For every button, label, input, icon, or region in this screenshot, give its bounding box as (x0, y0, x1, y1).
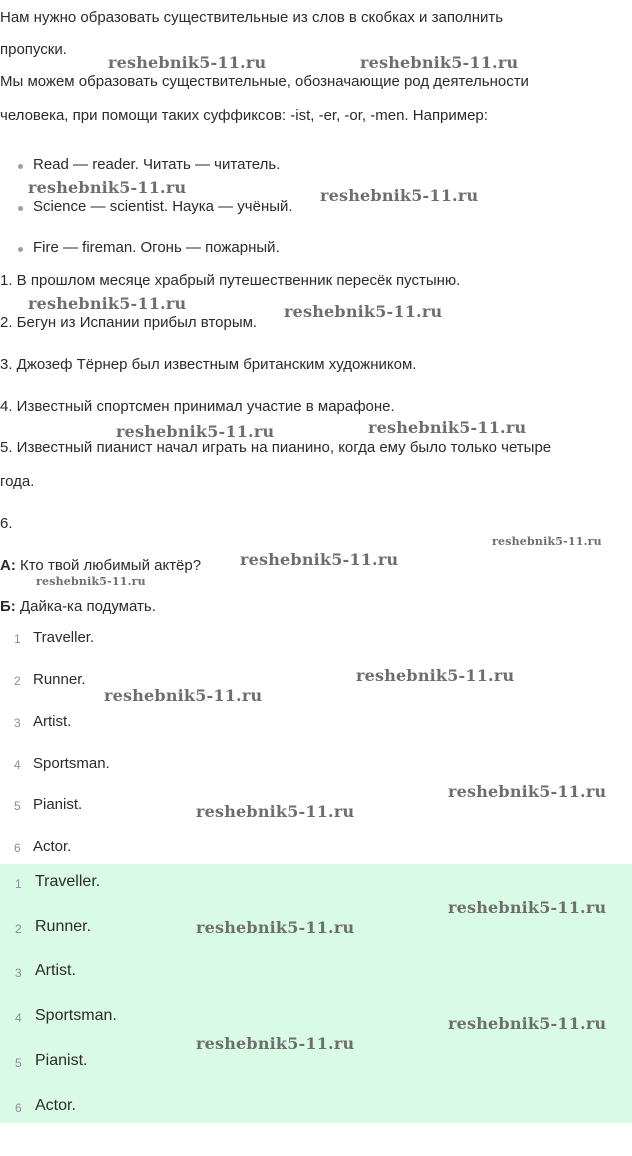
answer-number: 4 (15, 1011, 22, 1025)
answer-text: Actor. (33, 838, 72, 855)
watermark: reshebnik5-11.ru (320, 186, 479, 205)
watermark: reshebnik5-11.ru (36, 575, 146, 588)
answer-text: Artist. (35, 962, 76, 979)
answer-text: Pianist. (35, 1052, 88, 1069)
answer-text: Actor. (35, 1097, 76, 1114)
answer-number: 1 (14, 632, 21, 646)
bullet-dot-icon (18, 206, 23, 211)
translation-1: 1. В прошлом месяце храбрый путешественник пересёк пустыню. (0, 272, 461, 289)
bullet-dot-icon (18, 164, 23, 169)
answer-number: 5 (15, 1056, 22, 1070)
answer-number: 5 (14, 799, 21, 813)
intro-line-1: Нам нужно образовать существительные из слов в скобках и заполнить (0, 9, 504, 26)
translation-5b: года. (0, 473, 35, 490)
watermark: reshebnik5-11.ru (116, 422, 275, 441)
watermark: reshebnik5-11.ru (28, 294, 187, 313)
example-text: Fire — fireman. Огонь — пожарный. (33, 239, 280, 256)
watermark: reshebnik5-11.ru (104, 686, 263, 705)
dialog-text-b: Дайка-ка подумать. (15, 598, 156, 615)
dialog-speaker-a: А: (0, 557, 16, 574)
watermark: reshebnik5-11.ru (492, 535, 602, 548)
answer-number: 3 (14, 716, 21, 730)
watermark: reshebnik5-11.ru (196, 1034, 355, 1053)
answer-text: Traveller. (33, 629, 95, 646)
answer-text: Artist. (33, 713, 72, 730)
watermark: reshebnik5-11.ru (448, 1014, 607, 1033)
watermark: reshebnik5-11.ru (448, 782, 607, 801)
dialog-line-a (0, 556, 201, 576)
dialog-line-b (0, 597, 156, 617)
translation-6: 6. (0, 515, 13, 532)
answer-number: 1 (15, 877, 22, 891)
translation-5a: 5. Известный пианист начал играть на пианино, когда ему было только четыре (0, 439, 552, 456)
watermark: reshebnik5-11.ru (368, 418, 527, 437)
translation-3: 3. Джозеф Тёрнер был известным британским художником. (0, 356, 417, 373)
answer-number: 6 (14, 841, 21, 855)
watermark: reshebnik5-11.ru (360, 53, 519, 72)
answer-text: Pianist. (33, 796, 83, 813)
watermark: reshebnik5-11.ru (28, 178, 187, 197)
watermark: reshebnik5-11.ru (196, 802, 355, 821)
dialog-speaker-b: Б: (0, 598, 16, 615)
answer-number: 2 (14, 674, 21, 688)
answer-text: Traveller. (35, 873, 101, 890)
translation-2: 2. Бегун из Испании прибыл вторым. (0, 314, 258, 331)
example-text: Read — reader. Читать — читатель. (33, 156, 281, 173)
answer-number: 2 (15, 922, 22, 936)
watermark: reshebnik5-11.ru (448, 898, 607, 917)
intro-line-4: человека, при помощи таких суффиксов: -ist, -er, -or, -men. Например: (0, 107, 488, 124)
answer-text: Runner. (33, 671, 86, 688)
intro-line-2: пропуски. (0, 41, 67, 58)
translation-4: 4. Известный спортсмен принимал участие в марафоне. (0, 398, 395, 415)
watermark: reshebnik5-11.ru (108, 53, 267, 72)
answer-text: Runner. (35, 918, 92, 935)
watermark: reshebnik5-11.ru (356, 666, 515, 685)
example-text: Science — scientist. Наука — учёный. (33, 198, 293, 215)
answer-text: Sportsman. (33, 755, 110, 772)
watermark: reshebnik5-11.ru (196, 918, 355, 937)
intro-line-3: Мы можем образовать существительные, обозначающие род деятельности (0, 73, 529, 90)
watermark: reshebnik5-11.ru (240, 550, 399, 569)
answer-number: 6 (15, 1101, 22, 1115)
dialog-text-a: Кто твой любимый актёр? (15, 557, 202, 574)
answer-text: Sportsman. (35, 1007, 117, 1024)
watermark: reshebnik5-11.ru (284, 302, 443, 321)
answer-number: 3 (15, 966, 22, 980)
bullet-dot-icon (18, 247, 23, 252)
answer-number: 4 (14, 758, 21, 772)
